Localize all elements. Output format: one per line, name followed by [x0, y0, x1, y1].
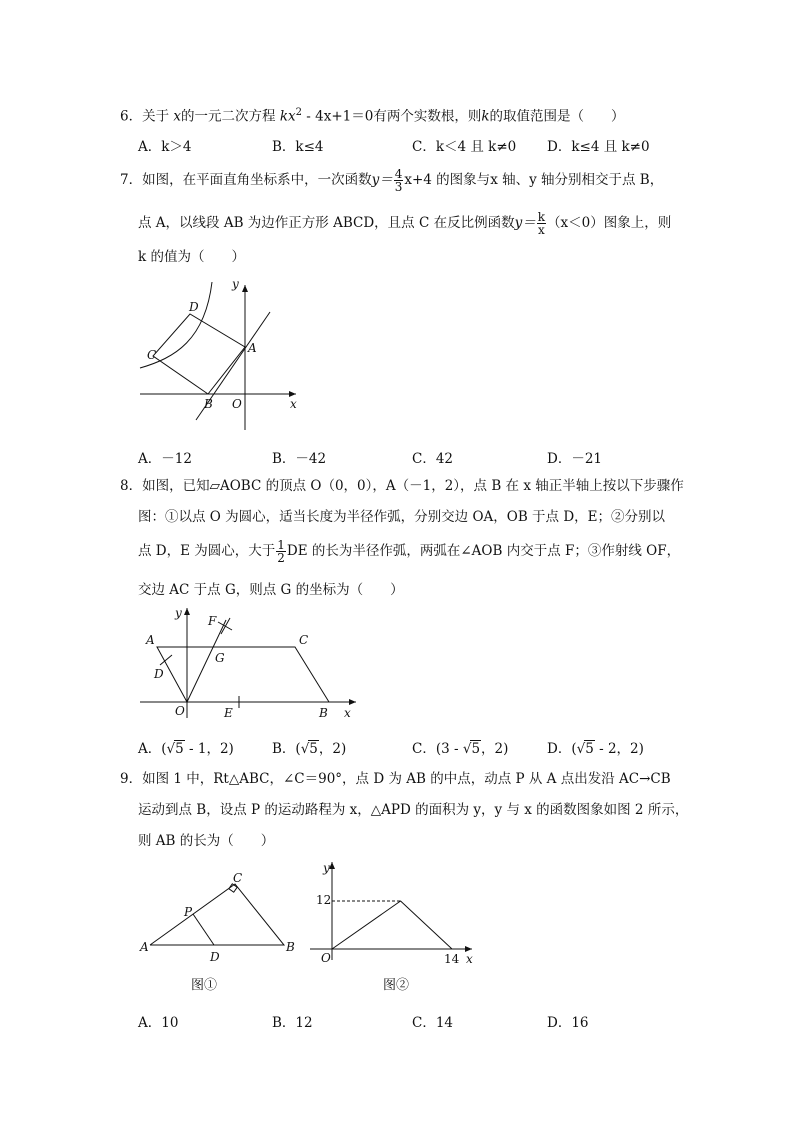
q9-fig1-label-B: B	[286, 940, 295, 954]
q8-stem-line4: 交边 AC 于点 G，则点 G 的坐标为（ ）	[138, 582, 404, 598]
q8-label-D: D	[154, 667, 164, 681]
q9-fig2-label-x: x	[466, 952, 473, 966]
q7-option-d[interactable]: D．－21	[547, 451, 603, 467]
q8-stem-line2: 图：①以点 O 为圆心，适当长度为半径作弧，分别交边 OA，OB 于点 D，E；②分别以	[138, 509, 666, 525]
q8-label-O: O	[175, 704, 185, 718]
q7-label-x: x	[290, 397, 297, 411]
q6-option-c[interactable]: C．k＜4 且 k≠0	[412, 139, 517, 155]
q9-option-a[interactable]: A．10	[138, 1015, 179, 1031]
q8-label-x: x	[344, 706, 351, 720]
q7-label-C: C	[147, 348, 157, 362]
q7-stem-line3: k 的值为（ ）	[138, 249, 245, 265]
q8-option-a[interactable]: A．(√5 - 1，2)	[138, 741, 234, 757]
q8-option-c[interactable]: C．(3 - √5，2)	[412, 741, 509, 757]
q8-label-B: B	[319, 706, 328, 720]
q6-stem: 6．关于 x的一元二次方程 $kx^2 - 4x+1=0$有两个实数根，则k的取值范围是（ ）	[120, 107, 625, 125]
q7-label-O: O	[232, 397, 242, 411]
fraction-4-3: $\frac{4}{3}$	[394, 167, 403, 194]
q8-label-y: y	[175, 606, 182, 620]
q7-label-B: B	[204, 397, 213, 411]
q9-option-c[interactable]: C．14	[412, 1015, 454, 1031]
q7-option-c[interactable]: C．42	[412, 451, 454, 467]
q9-option-b[interactable]: B．12	[272, 1015, 313, 1031]
q6-option-a[interactable]: A．k＞4	[138, 139, 192, 155]
q8-label-F: F	[208, 614, 217, 628]
q8-label-C: C	[299, 633, 309, 647]
q7-stem-line1: 7．如图，在平面直角坐标系中，一次函数y＝ $\frac{4}{3}$ x+4 的图象与x 轴、y 轴分别相交于点 B，	[120, 167, 664, 194]
q8-stem-line3: 点 D，E 为圆心，大于 $\frac{1}{2}$ DE 的长为半径作弧，两弧在∠AOB 内交于点 F；③作射线 OF，	[138, 538, 681, 565]
q7-stem-line2: 点 A，以线段 AB 为边作正方形 ABCD，且点 C 在反比例函数y＝ $\frac{k}{x}$ （x＜0）图象上，则	[138, 210, 672, 237]
q9-fig1-label-A: A	[140, 940, 149, 954]
q9-series-line	[332, 901, 452, 949]
q9-fig2-caption: 图②	[383, 978, 410, 993]
q9-fig2-label-y: y	[323, 861, 330, 875]
q9-stem-line1: 9．如图 1 中，Rt△ABC，∠C＝90°，点 D 为 AB 的中点，动点 P 从 A 点出发沿 AC→CB	[120, 771, 671, 787]
q9-fig2-tick-14: 14	[444, 952, 460, 966]
q8-option-d[interactable]: D．(√5 - 2，2)	[547, 741, 644, 757]
q8-option-b[interactable]: B．(√5，2)	[272, 741, 347, 757]
q9-fig2-tick-12: 12	[316, 893, 332, 907]
q9-fig2-label-O: O	[321, 951, 331, 965]
q9-option-d[interactable]: D．16	[547, 1015, 589, 1031]
q7-option-a[interactable]: A．－12	[138, 451, 192, 467]
q6-option-b[interactable]: B．k≤4	[272, 139, 324, 155]
q7-label-y: y	[232, 277, 239, 291]
q7-label-A: A	[248, 341, 257, 355]
q9-stem-line3: 则 AB 的长为（ ）	[138, 833, 275, 849]
q8-label-A: A	[146, 633, 155, 647]
q9-fig1-label-P: P	[184, 905, 193, 919]
q7-label-D: D	[189, 300, 199, 314]
q6-option-d[interactable]: D．k≤4 且 k≠0	[547, 139, 650, 155]
q9-fig1-label-C: C	[233, 871, 243, 885]
q9-fig1-caption: 图①	[191, 978, 218, 993]
q9-fig1-label-D: D	[210, 950, 220, 964]
q9-stem-line2: 运动到点 B，设点 P 的运动路程为 x，△APD 的面积为 y，y 与 x 的函数图象如图 2 所示，	[138, 802, 689, 818]
q8-stem-line1: 8．如图，已知▱AOBC 的顶点 O（0，0），A（－1，2），点 B 在 x 轴正半轴上按以下步骤作	[120, 478, 684, 494]
fraction-k-x: $\frac{k}{x}$	[537, 210, 545, 237]
q7-option-b[interactable]: B．－42	[272, 451, 327, 467]
fraction-1-2: $\frac{1}{2}$	[277, 538, 285, 565]
q8-label-G: G	[215, 651, 225, 665]
q8-label-E: E	[224, 706, 233, 720]
